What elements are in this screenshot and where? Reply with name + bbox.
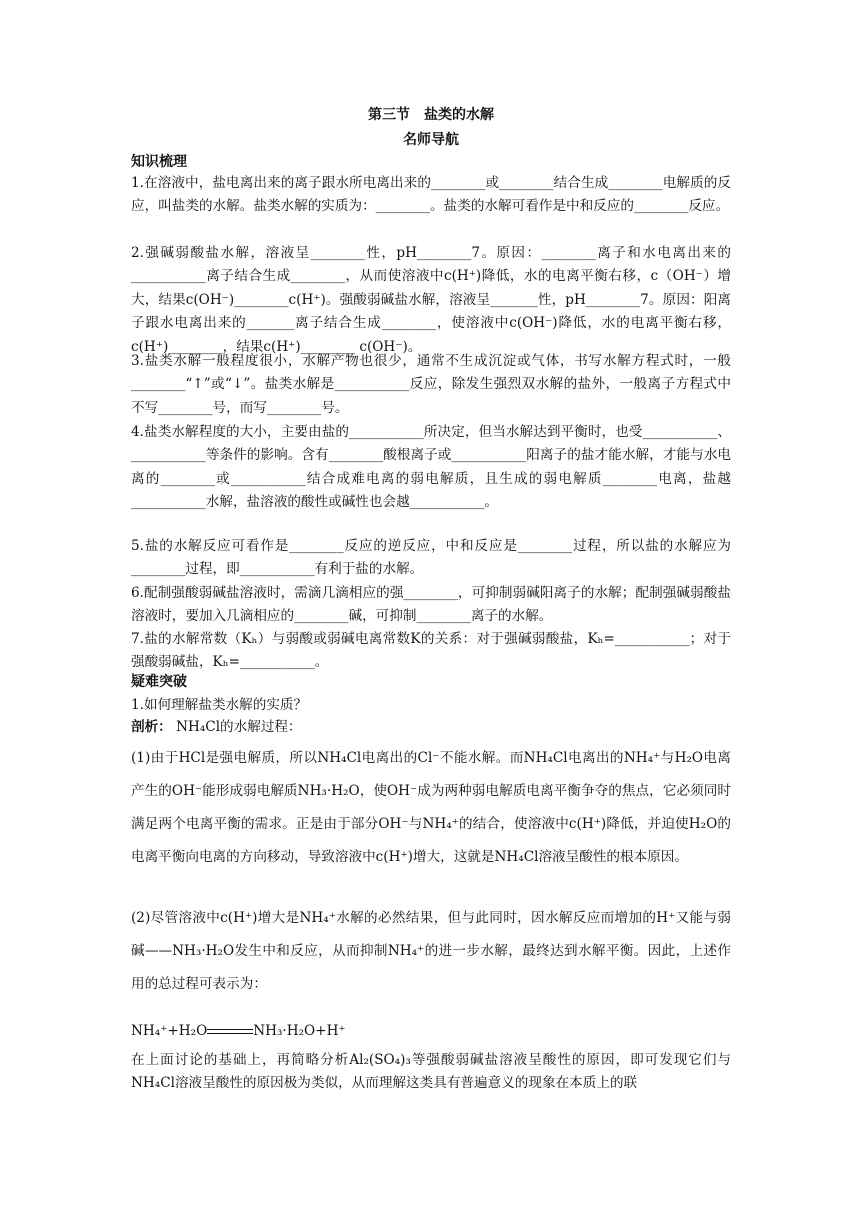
item-6: 6.配制强酸弱碱盐溶液时，需滴几滴相应的强________，可抑制弱碱阳离子的水解；配制强碱弱酸盐溶液时，要加入几滴相应的________碱，可抑制________离子的水解。 (131, 585, 731, 625)
item-5: 5.盐的水解反应可看作是________反应的逆反应，中和反应是________过程，所以盐的水解应为________过程，即___________有利于盐的水解。 (131, 538, 731, 578)
body-paragraph-2: (2)尽管溶液中c(H⁺)增大是NH₄⁺水解的必然结果，但与此同时，因水解反应而增加的H⁺又能与弱碱——NH₃·H₂O发生中和反应，从而抑制NH₄⁺的进一步水解，最终达到水解平衡。因此，上述作用的总过程可表示为： (131, 910, 731, 992)
item-3: 3.盐类水解一般程度很小，水解产物也很少，通常不生成沉淀或气体，书写水解方程式时，一般________“↑”或“↓”。盐类水解是___________反应，除发生强烈双水解的盐外，一般离子方程式中不写________号，而写________号。 (131, 353, 731, 416)
body-paragraph-1: (1)由于HCl是强电解质，所以NH₄Cl电离出的Cl⁻不能水解。而NH₄Cl电离出的NH₄⁺与H₂O电离产生的OH⁻能形成弱电解质NH₃·H₂O，使OH⁻成为两种弱电解质电离平衡争夺的焦点，它必须同时满足两个电离平衡的需求。正是由于部分OH⁻与NH₄⁺的结合，使溶液中c(H⁺)降低，并迫使H₂O的电离平衡向电离的方向移动，导致溶液中c(H⁺)增大，这就是NH₄Cl溶液呈酸性的根本原因。 (131, 750, 731, 865)
section-subtitle: 名师导航 (403, 132, 459, 148)
item-4: 4.盐类水解程度的大小，主要由盐的___________所决定，但当水解达到平衡时，也受___________、___________等条件的影响。含有________酸根离子或___________阳离子的盐才能水解，才能与水电离的________或___________结合成难电离的弱电解质，且生成的弱电解质________电离，盐越___________水解，盐溶液的酸性或碱性也会越___________。 (131, 424, 731, 511)
heading-knowledge: 知识梳理 (131, 154, 187, 170)
equation-right: NH₃·H₂O+H⁺ (253, 1023, 346, 1039)
body-paragraph-3: 在上面讨论的基础上，再简略分析Al₂(SO₄)₃等强酸弱碱盐溶液呈酸性的原因，即可发现它们与NH₄Cl溶液呈酸性的原因极为类似，从而理解这类具有普遍意义的现象在本质上的联 (131, 1052, 731, 1092)
analysis-text: NH₄Cl的水解过程： (171, 719, 302, 735)
section-title: 第三节 盐类的水解 (368, 107, 494, 123)
analysis-line (131, 716, 731, 738)
item-2: 2.强碱弱酸盐水解，溶液呈________性，pH________7。原因：________离子和水电离出来的___________离子结合生成________，从而使溶液中c(H⁺)降低，水的电离平衡右移，c（OH⁻）增大，结果c(OH⁻)________c(H⁺)。强酸弱碱盐水解，溶液呈_______性，pH________7。原因：阳离子跟水电离出来的_______离子结合生成________，使溶液中c(OH⁻)降低，水的电离平衡右移，c(H⁺)________，结果c(H⁺)________ c(OH⁻)。 (131, 245, 731, 355)
question-1: 1.如何理解盐类水解的实质？ (131, 697, 308, 713)
equilibrium-arrow-icon (207, 1027, 253, 1037)
heading-difficulty: 疑难突破 (131, 674, 187, 690)
analysis-label: 剖析： (131, 719, 172, 735)
equation (131, 1020, 731, 1042)
item-1: 1.在溶液中，盐电离出来的离子跟水所电离出来的________或________结合生成________电解质的反应，叫盐类的水解。盐类水解的实质为：________。盐类的水解可看作是中和反应的________反应。 (131, 175, 731, 215)
equation-left: NH₄⁺+H₂O (131, 1023, 208, 1039)
item-7: 7.盐的水解常数（Kₕ）与弱酸或弱碱电离常数K的关系：对于强碱弱酸盐，Kₕ=___________；对于强酸弱碱盐，Kₕ=___________。 (131, 631, 731, 671)
